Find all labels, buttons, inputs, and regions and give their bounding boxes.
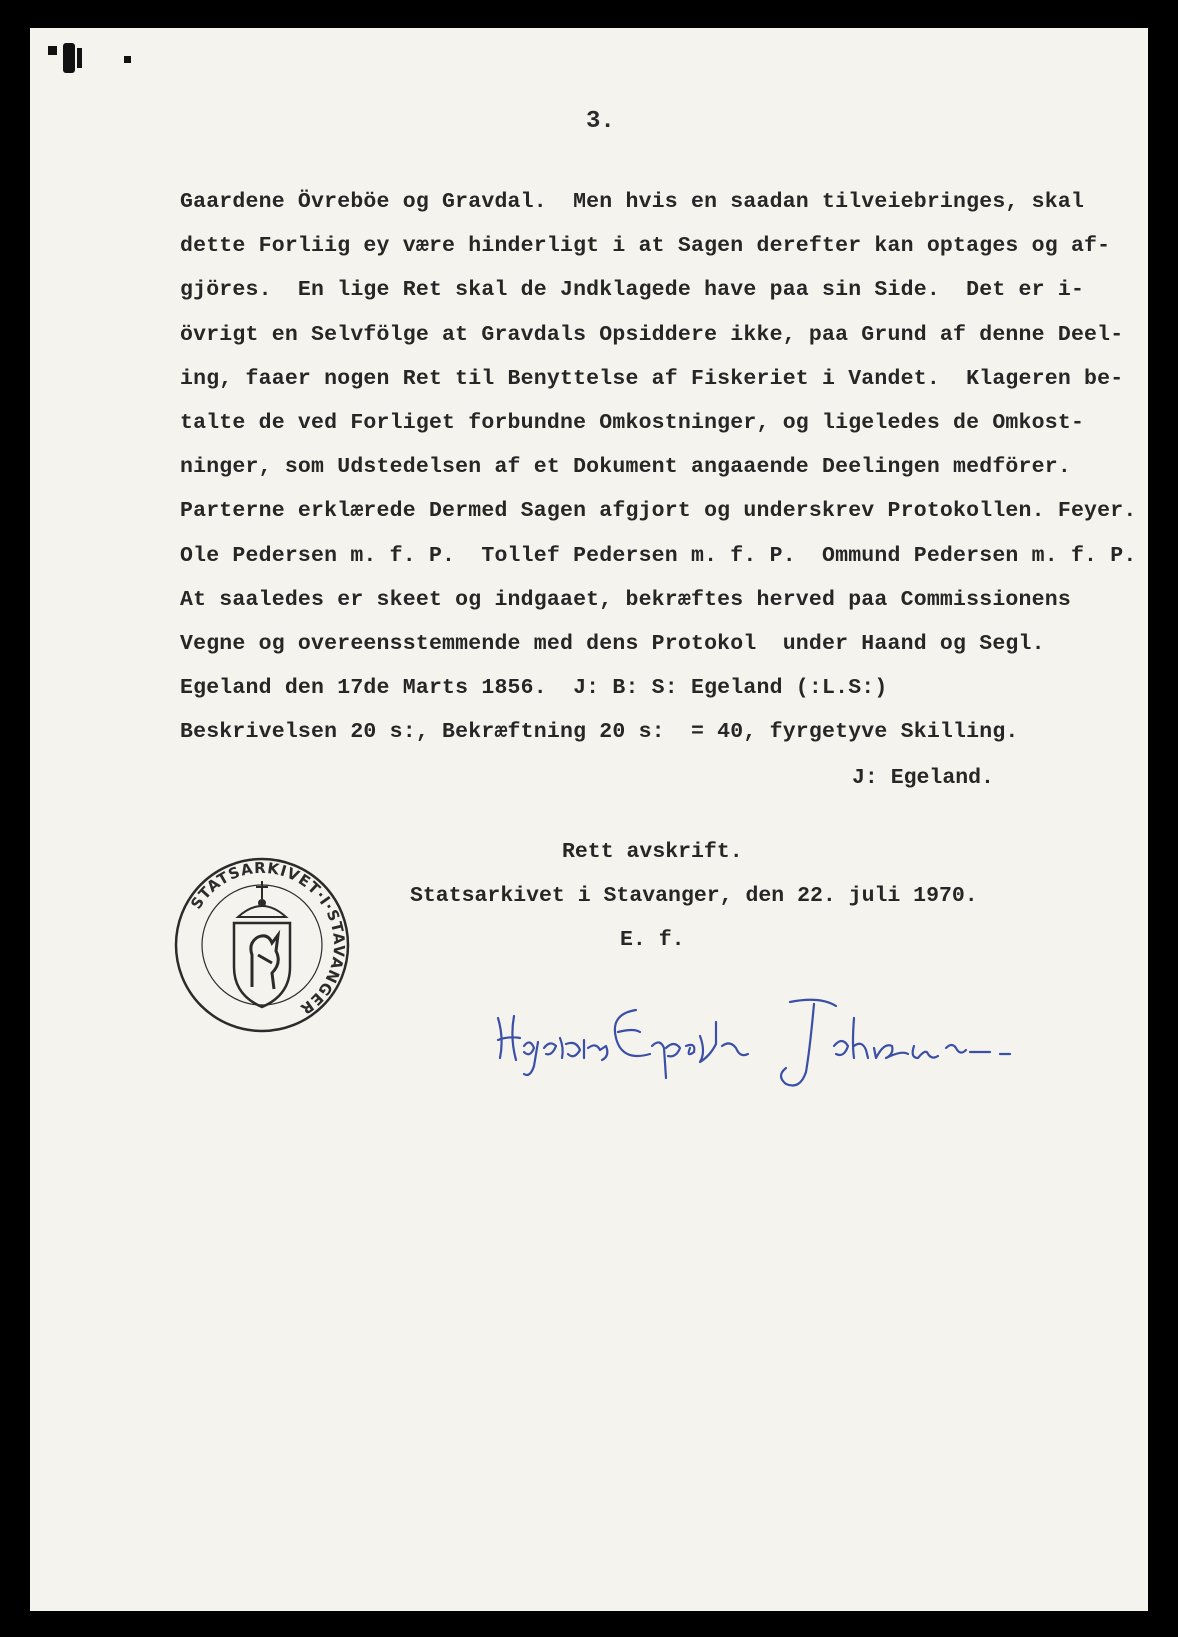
body-line: Beskrivelsen 20 s:, Bekræftning 20 s: = 40, fyrgetyve Skilling. bbox=[180, 720, 1019, 745]
body-line: talte de ved Forliget forbundne Omkostninger, og ligeledes de Omkost- bbox=[180, 410, 1085, 435]
scan-speck bbox=[77, 48, 82, 68]
body-line: gjöres. En lige Ret skal de Jndklagede have paa sin Side. Det er i- bbox=[180, 278, 1085, 303]
body-line: Vegne og overeensstemmende med dens Protokol under Haand og Segl. bbox=[180, 631, 1045, 656]
scan-speck bbox=[124, 56, 131, 63]
certification-block bbox=[410, 840, 1030, 993]
body-line: Parterne erklærede Dermed Sagen afgjort og underskrev Protokollen. Feyer. bbox=[180, 499, 1137, 524]
scan-speck bbox=[48, 46, 57, 55]
archive-seal-icon bbox=[172, 855, 352, 1035]
scan-speck bbox=[63, 43, 75, 73]
transcript-body bbox=[180, 180, 1170, 754]
cert-ef: E. f. bbox=[620, 928, 685, 952]
document-page bbox=[30, 28, 1148, 1611]
body-line: dette Forliig ey være hinderligt i at Sagen derefter kan optages og af- bbox=[180, 234, 1111, 259]
body-line: At saaledes er skeet og indgaaet, bekræftes herved paa Commissionens bbox=[180, 587, 1071, 612]
handwritten-signature-icon bbox=[490, 988, 1030, 1098]
seal-text: STATSARKIVET·I·STAVANGER bbox=[187, 858, 349, 1019]
body-line: ing, faaer nogen Ret til Benyttelse af Fiskeriet i Vandet. Klageren be- bbox=[180, 366, 1124, 391]
body-line: Ole Pedersen m. f. P. Tollef Pedersen m. f. P. Ommund Pedersen m. f. P. bbox=[180, 543, 1137, 568]
body-line: ninger, som Udstedelsen af et Dokument angaaende Deelingen medförer. bbox=[180, 455, 1071, 480]
cert-title: Rett avskrift. bbox=[562, 840, 743, 864]
body-line: Egeland den 17de Marts 1856. J: B: S: Egeland (:L.S:) bbox=[180, 676, 888, 701]
signoff-name: J: Egeland. bbox=[852, 766, 994, 790]
cert-place-date: Statsarkivet i Stavanger, den 22. juli 1970. bbox=[410, 884, 978, 908]
page-number: 3. bbox=[586, 108, 615, 135]
body-line: Gaardene Övreböe og Gravdal. Men hvis en saadan tilveiebringes, skal bbox=[180, 190, 1085, 214]
body-line: övrigt en Selvfölge at Gravdals Opsiddere ikke, paa Grund af denne Deel- bbox=[180, 322, 1124, 347]
